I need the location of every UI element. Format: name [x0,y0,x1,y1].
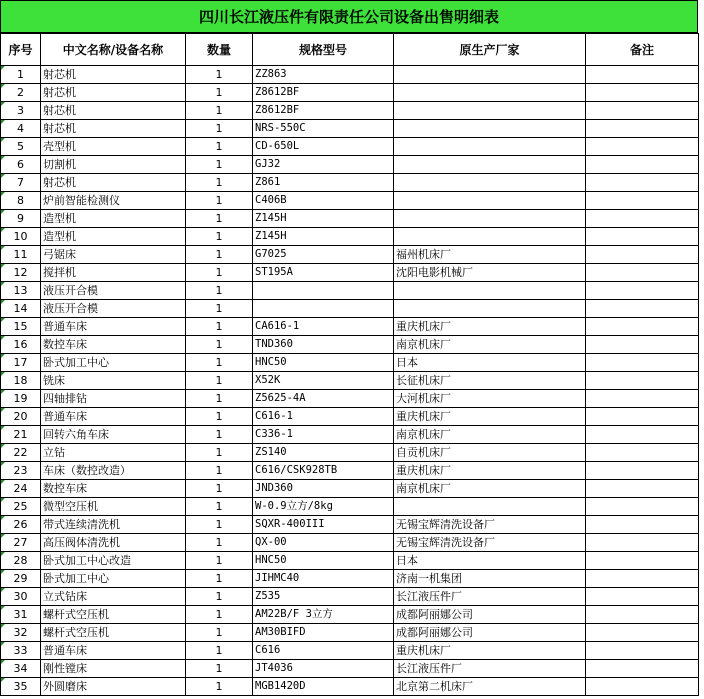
cell-remark[interactable] [586,138,699,156]
cell-qty[interactable]: 1 [186,642,253,660]
cell-maker[interactable] [394,282,586,300]
cell-remark[interactable] [586,192,699,210]
cell-maker[interactable]: 福州机床厂 [394,246,586,264]
cell-model[interactable]: HNC50 [253,552,394,570]
header-name[interactable]: 中文名称/设备名称 [41,34,186,66]
cell-model[interactable]: HNC50 [253,354,394,372]
cell-model[interactable]: QX-00 [253,534,394,552]
cell-name[interactable]: 卧式加工中心 [41,570,186,588]
cell-qty[interactable]: 1 [186,606,253,624]
table-row [1,444,699,462]
cell-maker[interactable]: 南京机床厂 [394,480,586,498]
cell-maker[interactable] [394,228,586,246]
cell-qty[interactable]: 1 [186,498,253,516]
cell-no[interactable]: 6 [1,156,41,174]
cell-no[interactable]: 33 [1,642,41,660]
table-row [1,462,699,480]
sheet-title[interactable]: 四川长江液压件有限责任公司设备出售明细表 [0,0,698,33]
cell-no[interactable]: 30 [1,588,41,606]
cell-maker[interactable] [394,156,586,174]
cell-no[interactable]: 28 [1,552,41,570]
cell-model[interactable]: SQXR-400III [253,516,394,534]
cell-maker[interactable] [394,102,586,120]
cell-maker[interactable] [394,120,586,138]
table-row [1,228,699,246]
cell-model[interactable]: AM30BIFD [253,624,394,642]
cell-name[interactable]: 射芯机 [41,66,186,84]
cell-name[interactable]: 铣床 [41,372,186,390]
cell-no[interactable]: 31 [1,606,41,624]
cell-no[interactable]: 1 [1,66,41,84]
header-remark[interactable]: 备注 [586,34,699,66]
cell-model[interactable]: Z861 [253,174,394,192]
cell-model[interactable]: CA616-1 [253,318,394,336]
cell-model[interactable]: Z145H [253,210,394,228]
cell-no[interactable]: 4 [1,120,41,138]
cell-name[interactable]: 卧式加工中心改造 [41,552,186,570]
cell-name[interactable]: 车床（数控改造） [41,462,186,480]
cell-qty[interactable]: 1 [186,282,253,300]
cell-name[interactable]: 造型机 [41,210,186,228]
cell-remark[interactable] [586,66,699,84]
cell-qty[interactable]: 1 [186,354,253,372]
cell-no[interactable]: 25 [1,498,41,516]
cell-remark[interactable] [586,498,699,516]
cell-qty[interactable]: 1 [186,588,253,606]
cell-model[interactable]: W-0.9立方/8kg [253,498,394,516]
table-row [1,102,699,120]
cell-qty[interactable]: 1 [186,372,253,390]
cell-maker[interactable]: 重庆机床厂 [394,462,586,480]
cell-name[interactable]: 螺杆式空压机 [41,624,186,642]
cell-no[interactable]: 26 [1,516,41,534]
cell-remark[interactable] [586,246,699,264]
cell-qty[interactable]: 1 [186,138,253,156]
cell-model[interactable]: TND360 [253,336,394,354]
cell-qty[interactable]: 1 [186,174,253,192]
cell-qty[interactable]: 1 [186,678,253,696]
cell-qty[interactable]: 1 [186,408,253,426]
cell-no[interactable]: 21 [1,426,41,444]
cell-name[interactable]: 立钻 [41,444,186,462]
cell-no[interactable]: 32 [1,624,41,642]
cell-maker[interactable]: 南京机床厂 [394,426,586,444]
table-row [1,210,699,228]
cell-remark[interactable] [586,642,699,660]
cell-maker[interactable] [394,210,586,228]
cell-name[interactable]: 数控车床 [41,336,186,354]
cell-remark[interactable] [586,336,699,354]
cell-model[interactable]: ZS140 [253,444,394,462]
table-row [1,624,699,642]
cell-name[interactable]: 普通车床 [41,642,186,660]
cell-remark[interactable] [586,444,699,462]
cell-no[interactable]: 15 [1,318,41,336]
cell-name[interactable]: 四轴排钻 [41,390,186,408]
cell-name[interactable]: 刚性镗床 [41,660,186,678]
cell-remark[interactable] [586,534,699,552]
table-row [1,336,699,354]
cell-no[interactable]: 11 [1,246,41,264]
cell-qty[interactable]: 1 [186,390,253,408]
cell-qty[interactable]: 1 [186,192,253,210]
table-row [1,318,699,336]
cell-model[interactable]: Z5625-4A [253,390,394,408]
table-row [1,156,699,174]
cell-model[interactable]: G7025 [253,246,394,264]
cell-name[interactable]: 射芯机 [41,102,186,120]
cell-remark[interactable] [586,318,699,336]
cell-remark[interactable] [586,210,699,228]
cell-maker[interactable]: 无锡宝辉清洗设备厂 [394,516,586,534]
cell-remark[interactable] [586,408,699,426]
cell-maker[interactable] [394,192,586,210]
cell-model[interactable]: C336-1 [253,426,394,444]
table-row [1,660,699,678]
table-row [1,354,699,372]
cell-name[interactable]: 壳型机 [41,138,186,156]
header-row [1,34,699,66]
cell-remark[interactable] [586,264,699,282]
cell-name[interactable]: 螺杆式空压机 [41,606,186,624]
cell-name[interactable]: 造型机 [41,228,186,246]
table-row [1,174,699,192]
cell-remark[interactable] [586,372,699,390]
cell-maker[interactable]: 北京第二机床厂 [394,678,586,696]
cell-remark[interactable] [586,624,699,642]
cell-model[interactable]: CD-650L [253,138,394,156]
cell-no[interactable]: 16 [1,336,41,354]
cell-qty[interactable]: 1 [186,246,253,264]
cell-no[interactable]: 8 [1,192,41,210]
cell-name[interactable]: 射芯机 [41,84,186,102]
cell-model[interactable]: Z535 [253,588,394,606]
cell-no[interactable]: 3 [1,102,41,120]
cell-model[interactable]: Z145H [253,228,394,246]
table-row [1,642,699,660]
cell-maker[interactable]: 日本 [394,552,586,570]
cell-qty[interactable]: 1 [186,66,253,84]
table-row [1,282,699,300]
table-row [1,138,699,156]
cell-name[interactable]: 外圆磨床 [41,678,186,696]
cell-qty[interactable]: 1 [186,120,253,138]
cell-no[interactable]: 34 [1,660,41,678]
header-qty[interactable]: 数量 [186,34,253,66]
cell-maker[interactable]: 南京机床厂 [394,336,586,354]
cell-model[interactable]: JT4036 [253,660,394,678]
cell-maker[interactable]: 无锡宝辉清洗设备厂 [394,534,586,552]
cell-qty[interactable]: 1 [186,624,253,642]
cell-remark[interactable] [586,120,699,138]
cell-model[interactable]: Z8612BF [253,102,394,120]
table-row [1,372,699,390]
equipment-table [0,33,699,696]
cell-no[interactable]: 27 [1,534,41,552]
cell-maker[interactable]: 成都阿丽娜公司 [394,606,586,624]
cell-name[interactable]: 切割机 [41,156,186,174]
cell-remark[interactable] [586,606,699,624]
cell-remark[interactable] [586,570,699,588]
cell-remark[interactable] [586,678,699,696]
table-row [1,480,699,498]
table-row [1,570,699,588]
cell-qty[interactable]: 1 [186,264,253,282]
cell-qty[interactable]: 1 [186,318,253,336]
cell-maker[interactable]: 重庆机床厂 [394,408,586,426]
cell-qty[interactable]: 1 [186,156,253,174]
cell-name[interactable]: 数控车床 [41,480,186,498]
cell-remark[interactable] [586,156,699,174]
cell-maker[interactable] [394,138,586,156]
cell-name[interactable]: 射芯机 [41,174,186,192]
cell-name[interactable]: 带式连续清洗机 [41,516,186,534]
table-row [1,498,699,516]
cell-name[interactable]: 搅拌机 [41,264,186,282]
cell-qty[interactable]: 1 [186,300,253,318]
cell-no[interactable]: 13 [1,282,41,300]
cell-no[interactable]: 29 [1,570,41,588]
cell-model[interactable]: AM22B/F 3立方 [253,606,394,624]
table-row [1,264,699,282]
cell-model[interactable] [253,300,394,318]
cell-no[interactable]: 7 [1,174,41,192]
cell-remark[interactable] [586,102,699,120]
cell-name[interactable]: 普通车床 [41,408,186,426]
cell-no[interactable]: 2 [1,84,41,102]
cell-qty[interactable]: 1 [186,480,253,498]
table-row [1,552,699,570]
cell-maker[interactable] [394,174,586,192]
cell-qty[interactable]: 1 [186,552,253,570]
cell-remark[interactable] [586,588,699,606]
cell-model[interactable]: C406B [253,192,394,210]
cell-name[interactable]: 射芯机 [41,120,186,138]
cell-model[interactable]: ZZ863 [253,66,394,84]
cell-maker[interactable]: 沈阳电影机械厂 [394,264,586,282]
table-row [1,120,699,138]
cell-remark[interactable] [586,462,699,480]
cell-qty[interactable]: 1 [186,84,253,102]
cell-remark[interactable] [586,84,699,102]
cell-remark[interactable] [586,354,699,372]
cell-model[interactable]: ST195A [253,264,394,282]
cell-no[interactable]: 22 [1,444,41,462]
table-row [1,192,699,210]
cell-name[interactable]: 液压开合模 [41,300,186,318]
cell-model[interactable]: MGB1420D [253,678,394,696]
table-row [1,606,699,624]
header-model[interactable]: 规格型号 [253,34,394,66]
cell-model[interactable]: GJ32 [253,156,394,174]
cell-no[interactable]: 12 [1,264,41,282]
cell-maker[interactable]: 成都阿丽娜公司 [394,624,586,642]
cell-qty[interactable]: 1 [186,336,253,354]
cell-maker[interactable]: 长征机床厂 [394,372,586,390]
header-no[interactable]: 序号 [1,34,41,66]
cell-model[interactable]: JIHMC40 [253,570,394,588]
cell-maker[interactable]: 重庆机床厂 [394,318,586,336]
cell-qty[interactable]: 1 [186,444,253,462]
table-row [1,408,699,426]
cell-no[interactable]: 17 [1,354,41,372]
table-row [1,246,699,264]
cell-name[interactable]: 卧式加工中心 [41,354,186,372]
cell-name[interactable]: 高压阀体清洗机 [41,534,186,552]
cell-remark[interactable] [586,552,699,570]
cell-maker[interactable]: 重庆机床厂 [394,642,586,660]
cell-maker[interactable] [394,498,586,516]
table-row [1,390,699,408]
cell-maker[interactable] [394,66,586,84]
cell-qty[interactable]: 1 [186,210,253,228]
cell-model[interactable]: Z8612BF [253,84,394,102]
table-row [1,84,699,102]
cell-maker[interactable]: 长江液压件厂 [394,660,586,678]
cell-remark[interactable] [586,516,699,534]
cell-maker[interactable]: 济南一机集团 [394,570,586,588]
cell-model[interactable]: NRS-550C [253,120,394,138]
cell-no[interactable]: 23 [1,462,41,480]
cell-name[interactable]: 微型空压机 [41,498,186,516]
cell-no[interactable]: 9 [1,210,41,228]
cell-remark[interactable] [586,174,699,192]
cell-model[interactable]: C616 [253,642,394,660]
table-row [1,678,699,696]
cell-name[interactable]: 液压开合模 [41,282,186,300]
cell-no[interactable]: 5 [1,138,41,156]
cell-qty[interactable]: 1 [186,516,253,534]
cell-qty[interactable]: 1 [186,660,253,678]
cell-no[interactable]: 35 [1,678,41,696]
cell-model[interactable]: C616-1 [253,408,394,426]
table-row [1,516,699,534]
cell-model[interactable]: C616/CSK928TB [253,462,394,480]
cell-qty[interactable]: 1 [186,228,253,246]
cell-maker[interactable]: 长江液压件厂 [394,588,586,606]
cell-qty[interactable]: 1 [186,426,253,444]
cell-no[interactable]: 18 [1,372,41,390]
cell-maker[interactable] [394,300,586,318]
cell-name[interactable]: 炉前智能检测仪 [41,192,186,210]
cell-no[interactable]: 19 [1,390,41,408]
cell-no[interactable]: 10 [1,228,41,246]
cell-model[interactable]: JND360 [253,480,394,498]
cell-maker[interactable]: 日本 [394,354,586,372]
cell-no[interactable]: 14 [1,300,41,318]
cell-remark[interactable] [586,300,699,318]
cell-maker[interactable]: 自贡机床厂 [394,444,586,462]
cell-model[interactable] [253,282,394,300]
cell-remark[interactable] [586,660,699,678]
cell-qty[interactable]: 1 [186,570,253,588]
cell-qty[interactable]: 1 [186,462,253,480]
cell-no[interactable]: 20 [1,408,41,426]
cell-no[interactable]: 24 [1,480,41,498]
cell-name[interactable]: 普通车床 [41,318,186,336]
cell-qty[interactable]: 1 [186,102,253,120]
cell-remark[interactable] [586,480,699,498]
cell-name[interactable]: 弓锯床 [41,246,186,264]
cell-maker[interactable] [394,84,586,102]
cell-remark[interactable] [586,282,699,300]
table-row [1,66,699,84]
cell-name[interactable]: 回转六角车床 [41,426,186,444]
cell-remark[interactable] [586,426,699,444]
cell-remark[interactable] [586,390,699,408]
table-row [1,300,699,318]
cell-qty[interactable]: 1 [186,534,253,552]
cell-maker[interactable]: 大河机床厂 [394,390,586,408]
cell-model[interactable]: X52K [253,372,394,390]
header-maker[interactable]: 原生产厂家 [394,34,586,66]
table-row [1,534,699,552]
table-row [1,588,699,606]
table-row [1,426,699,444]
cell-remark[interactable] [586,228,699,246]
cell-name[interactable]: 立式钻床 [41,588,186,606]
